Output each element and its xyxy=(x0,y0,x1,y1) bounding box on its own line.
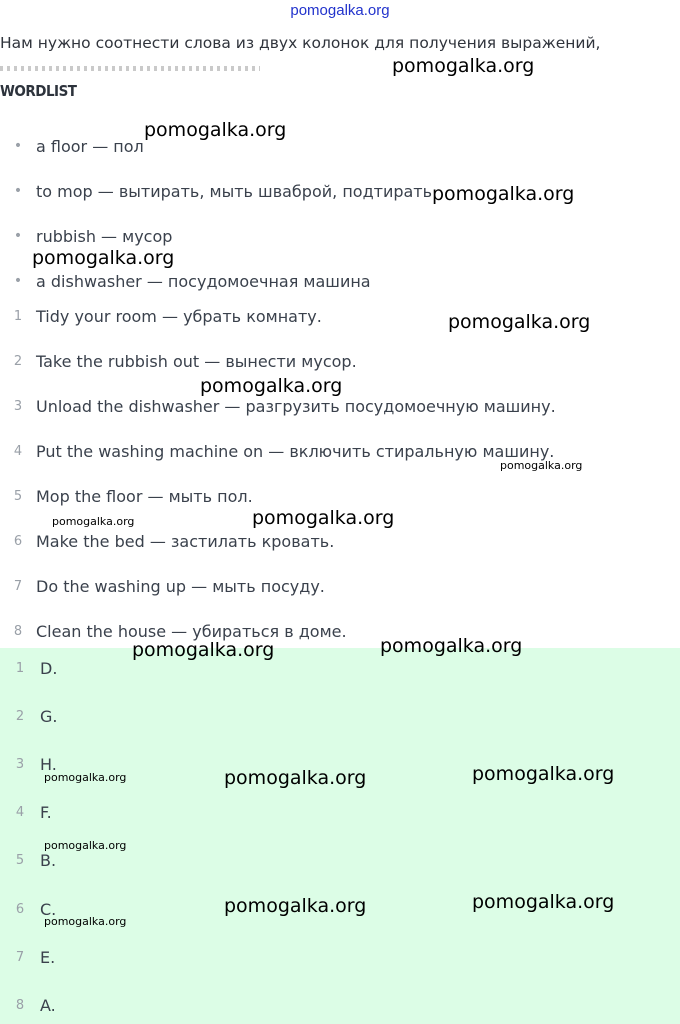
watermark: pomogalka.org xyxy=(132,639,275,661)
watermark: pomogalka.org xyxy=(44,839,127,852)
answer-value: A. xyxy=(40,995,56,1015)
answer-row xyxy=(0,704,57,728)
list-item-text: Tidy your room — убрать комнату. xyxy=(36,306,322,326)
site-link[interactable]: pomogalka.org xyxy=(290,2,390,19)
item-number: 4 xyxy=(13,443,23,459)
answer-number: 8 xyxy=(15,997,25,1013)
list-item xyxy=(0,269,371,293)
bullet-icon: • xyxy=(13,138,23,154)
list-item-text: Take the rubbish out — вынести мусор. xyxy=(36,351,357,371)
list-item-text: rubbish — мусор xyxy=(36,226,173,246)
list-item xyxy=(0,439,554,463)
list-item xyxy=(0,304,322,328)
watermark: pomogalka.org xyxy=(44,915,127,928)
list-item xyxy=(0,529,334,553)
list-item-text: Make the bed — застилать кровать. xyxy=(36,531,335,551)
bullet-icon: • xyxy=(13,273,23,289)
list-item-text: Clean the house — убираться в доме. xyxy=(36,621,347,641)
answer-value: H. xyxy=(40,754,57,774)
list-item-text: to mop — вытирать, мыть шваброй, подтирать xyxy=(36,181,433,201)
answer-panel xyxy=(0,648,680,1024)
answer-value: G. xyxy=(40,706,58,726)
list-item-text: a dishwasher — посудомоечная машина xyxy=(36,271,371,291)
watermark: pomogalka.org xyxy=(392,55,535,77)
watermark: pomogalka.org xyxy=(144,119,287,141)
watermark: pomogalka.org xyxy=(200,375,343,397)
answer-value: B. xyxy=(40,850,57,870)
list-item-text: Unload the dishwasher — разгрузить посудомоечную машину. xyxy=(36,396,556,416)
watermark: pomogalka.org xyxy=(448,311,591,333)
list-item xyxy=(0,179,432,203)
watermark: pomogalka.org xyxy=(472,891,615,913)
answer-number: 5 xyxy=(15,852,25,868)
watermark: pomogalka.org xyxy=(52,515,135,528)
watermark: pomogalka.org xyxy=(472,763,615,785)
list-item-text: Do the washing up — мыть посуду. xyxy=(36,576,325,596)
bullet-icon: • xyxy=(13,228,23,244)
item-number: 6 xyxy=(13,533,23,549)
watermark: pomogalka.org xyxy=(44,771,127,784)
answer-value: D. xyxy=(40,658,58,678)
list-item xyxy=(0,134,144,158)
item-number: 8 xyxy=(13,623,23,639)
intro-text: Нам нужно соотнести слова из двух колонок для получения выражений, xyxy=(0,34,601,52)
cropped-text-line xyxy=(0,66,260,71)
answer-value: C. xyxy=(40,899,57,919)
answer-row xyxy=(0,993,56,1017)
list-item xyxy=(0,349,357,373)
list-item-text: Mop the floor — мыть пол. xyxy=(36,486,253,506)
list-item-text: a floor — пол xyxy=(36,136,144,156)
answer-value: E. xyxy=(40,947,56,967)
watermark: pomogalka.org xyxy=(224,895,367,917)
answer-row xyxy=(0,800,52,824)
watermark: pomogalka.org xyxy=(252,507,395,529)
answer-number: 7 xyxy=(15,949,25,965)
item-number: 2 xyxy=(13,353,23,369)
wordlist-heading: WORDLIST xyxy=(0,82,77,100)
list-item xyxy=(0,484,253,508)
answer-number: 2 xyxy=(15,708,25,724)
bullet-icon: • xyxy=(13,183,23,199)
watermark: pomogalka.org xyxy=(380,635,523,657)
item-number: 1 xyxy=(13,308,23,324)
list-item xyxy=(0,574,325,598)
answer-row xyxy=(0,945,55,969)
watermark: pomogalka.org xyxy=(432,183,575,205)
answer-number: 1 xyxy=(15,660,25,676)
watermark: pomogalka.org xyxy=(500,459,583,472)
answer-value: F. xyxy=(40,802,52,822)
item-number: 3 xyxy=(13,398,23,414)
item-number: 7 xyxy=(13,578,23,594)
watermark: pomogalka.org xyxy=(32,247,175,269)
answer-number: 4 xyxy=(15,804,25,820)
list-item-text: Put the washing machine on — включить стиральную машину. xyxy=(36,441,555,461)
list-item xyxy=(0,394,556,418)
watermark: pomogalka.org xyxy=(224,767,367,789)
answer-number: 6 xyxy=(15,901,25,917)
answer-number: 3 xyxy=(15,756,25,772)
answer-row xyxy=(0,656,57,680)
list-item xyxy=(0,224,172,248)
item-number: 5 xyxy=(13,488,23,504)
